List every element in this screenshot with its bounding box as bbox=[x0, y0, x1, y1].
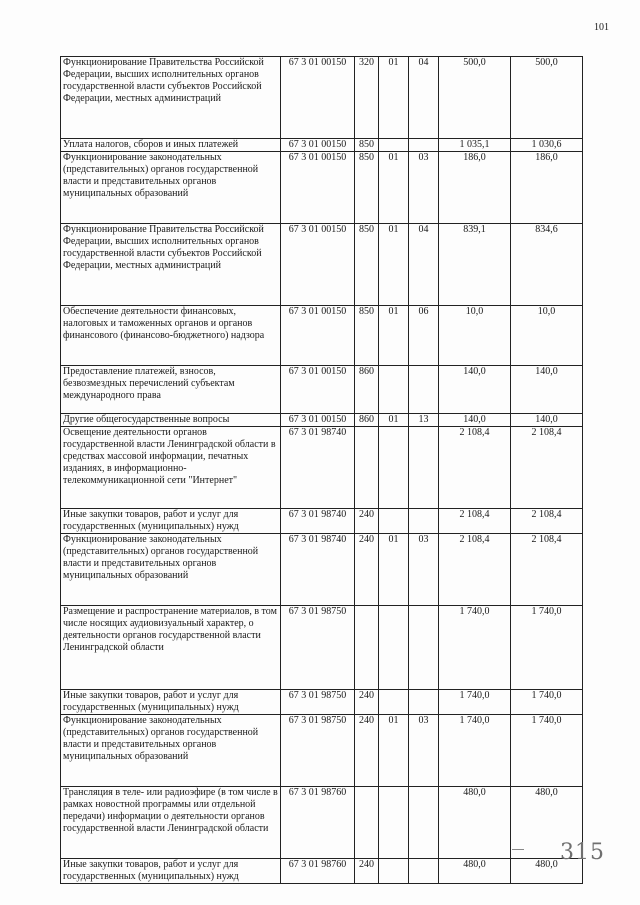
cell-y2: 480,0 bbox=[511, 859, 583, 884]
cell-csr: 67 3 01 00150 bbox=[281, 306, 355, 366]
table-row bbox=[61, 414, 583, 427]
cell-y2: 1 740,0 bbox=[511, 690, 583, 715]
cell-y1: 2 108,4 bbox=[439, 534, 511, 606]
cell-csr: 67 3 01 98740 bbox=[281, 427, 355, 509]
cell-y2: 2 108,4 bbox=[511, 427, 583, 509]
cell-name: Функционирование Правительства Российской Федерации, высших исполнительных органов государственной власти субъектов Российской Федерации, местных администраций bbox=[61, 224, 281, 306]
cell-csr: 67 3 01 00150 bbox=[281, 57, 355, 139]
table-row bbox=[61, 715, 583, 787]
cell-pr bbox=[409, 859, 439, 884]
cell-name: Освещение деятельности органов государственной власти Ленинградской области в средствах массовой информации, печатных изданиях, в информационно-телекоммуникационной сети "Интернет" bbox=[61, 427, 281, 509]
cell-vr: 240 bbox=[355, 690, 379, 715]
dash-mark bbox=[512, 849, 524, 850]
cell-name: Функционирование законодательных (представительных) органов государственной власти и представительных органов муниципальных образований bbox=[61, 534, 281, 606]
cell-y1: 2 108,4 bbox=[439, 509, 511, 534]
cell-pr bbox=[409, 606, 439, 690]
cell-vr: 850 bbox=[355, 152, 379, 224]
table-row bbox=[61, 224, 583, 306]
cell-y1: 1 740,0 bbox=[439, 606, 511, 690]
cell-pr bbox=[409, 509, 439, 534]
cell-y1: 839,1 bbox=[439, 224, 511, 306]
archive-stamp-number: 315 bbox=[560, 840, 605, 865]
cell-name: Трансляция в теле- или радиоэфире (в том числе в рамках новостной программы или отдельной передачи) информации о деятельности органов государственной власти Ленинградской области bbox=[61, 787, 281, 859]
cell-vr: 850 bbox=[355, 224, 379, 306]
cell-pr: 04 bbox=[409, 224, 439, 306]
cell-y1: 140,0 bbox=[439, 414, 511, 427]
cell-y2: 1 740,0 bbox=[511, 715, 583, 787]
cell-y1: 1 035,1 bbox=[439, 139, 511, 152]
cell-vr: 320 bbox=[355, 57, 379, 139]
cell-pr bbox=[409, 787, 439, 859]
cell-name: Функционирование законодательных (представительных) органов государственной власти и представительных органов муниципальных образований bbox=[61, 152, 281, 224]
cell-vr bbox=[355, 427, 379, 509]
cell-name: Обеспечение деятельности финансовых, налоговых и таможенных органов и органов финансового (финансово-бюджетного) надзора bbox=[61, 306, 281, 366]
cell-pr bbox=[409, 690, 439, 715]
table-row bbox=[61, 509, 583, 534]
cell-rz bbox=[379, 787, 409, 859]
budget-table bbox=[60, 56, 583, 884]
cell-csr: 67 3 01 98750 bbox=[281, 690, 355, 715]
cell-y1: 480,0 bbox=[439, 787, 511, 859]
table-row bbox=[61, 534, 583, 606]
cell-vr: 240 bbox=[355, 534, 379, 606]
cell-name: Функционирование законодательных (представительных) органов государственной власти и представительных органов муниципальных образований bbox=[61, 715, 281, 787]
cell-name: Иные закупки товаров, работ и услуг для государственных (муниципальных) нужд bbox=[61, 509, 281, 534]
cell-name: Предоставление платежей, взносов, безвозмездных перечислений субъектам международного права bbox=[61, 366, 281, 414]
cell-name: Функционирование Правительства Российской Федерации, высших исполнительных органов государственной власти субъектов Российской Федерации, местных администраций bbox=[61, 57, 281, 139]
cell-y2: 140,0 bbox=[511, 414, 583, 427]
cell-y1: 10,0 bbox=[439, 306, 511, 366]
cell-rz: 01 bbox=[379, 152, 409, 224]
cell-rz: 01 bbox=[379, 715, 409, 787]
table-row bbox=[61, 139, 583, 152]
cell-csr: 67 3 01 00150 bbox=[281, 152, 355, 224]
cell-pr: 13 bbox=[409, 414, 439, 427]
cell-y1: 1 740,0 bbox=[439, 690, 511, 715]
cell-y1: 1 740,0 bbox=[439, 715, 511, 787]
cell-rz bbox=[379, 427, 409, 509]
cell-csr: 67 3 01 00150 bbox=[281, 224, 355, 306]
cell-vr bbox=[355, 606, 379, 690]
table-row bbox=[61, 366, 583, 414]
cell-name: Иные закупки товаров, работ и услуг для государственных (муниципальных) нужд bbox=[61, 690, 281, 715]
cell-pr bbox=[409, 139, 439, 152]
cell-rz bbox=[379, 606, 409, 690]
cell-y1: 140,0 bbox=[439, 366, 511, 414]
cell-vr: 860 bbox=[355, 414, 379, 427]
table-row bbox=[61, 152, 583, 224]
cell-y2: 186,0 bbox=[511, 152, 583, 224]
cell-y2: 1 030,6 bbox=[511, 139, 583, 152]
cell-name: Размещение и распространение материалов, в том числе носящих аудиовизуальный характер, о деятельности органов государственной власти Ленинградской области bbox=[61, 606, 281, 690]
cell-y2: 10,0 bbox=[511, 306, 583, 366]
cell-rz bbox=[379, 690, 409, 715]
cell-y2: 834,6 bbox=[511, 224, 583, 306]
cell-csr: 67 3 01 98740 bbox=[281, 509, 355, 534]
cell-csr: 67 3 01 98760 bbox=[281, 859, 355, 884]
cell-vr: 240 bbox=[355, 509, 379, 534]
cell-y2: 480,0 bbox=[511, 787, 583, 859]
table-row bbox=[61, 690, 583, 715]
cell-rz: 01 bbox=[379, 306, 409, 366]
cell-y2: 2 108,4 bbox=[511, 509, 583, 534]
cell-name: Другие общегосударственные вопросы bbox=[61, 414, 281, 427]
table-row bbox=[61, 427, 583, 509]
cell-pr bbox=[409, 366, 439, 414]
cell-y1: 500,0 bbox=[439, 57, 511, 139]
table-row bbox=[61, 787, 583, 859]
cell-csr: 67 3 01 98760 bbox=[281, 787, 355, 859]
cell-rz bbox=[379, 139, 409, 152]
cell-name: Уплата налогов, сборов и иных платежей bbox=[61, 139, 281, 152]
cell-pr: 03 bbox=[409, 715, 439, 787]
cell-vr: 850 bbox=[355, 306, 379, 366]
page-number: 101 bbox=[594, 22, 609, 33]
cell-pr: 03 bbox=[409, 152, 439, 224]
cell-pr: 04 bbox=[409, 57, 439, 139]
table-row bbox=[61, 859, 583, 884]
cell-y1: 2 108,4 bbox=[439, 427, 511, 509]
cell-pr: 03 bbox=[409, 534, 439, 606]
cell-rz: 01 bbox=[379, 534, 409, 606]
cell-rz bbox=[379, 859, 409, 884]
cell-rz: 01 bbox=[379, 224, 409, 306]
cell-y1: 186,0 bbox=[439, 152, 511, 224]
cell-vr: 240 bbox=[355, 715, 379, 787]
cell-vr bbox=[355, 787, 379, 859]
table-row bbox=[61, 57, 583, 139]
cell-pr bbox=[409, 427, 439, 509]
cell-rz bbox=[379, 366, 409, 414]
cell-vr: 240 bbox=[355, 859, 379, 884]
cell-y2: 1 740,0 bbox=[511, 606, 583, 690]
cell-vr: 860 bbox=[355, 366, 379, 414]
cell-rz: 01 bbox=[379, 414, 409, 427]
cell-pr: 06 bbox=[409, 306, 439, 366]
cell-y2: 2 108,4 bbox=[511, 534, 583, 606]
cell-y2: 140,0 bbox=[511, 366, 583, 414]
cell-csr: 67 3 01 98750 bbox=[281, 715, 355, 787]
cell-rz: 01 bbox=[379, 57, 409, 139]
cell-csr: 67 3 01 98750 bbox=[281, 606, 355, 690]
cell-csr: 67 3 01 00150 bbox=[281, 139, 355, 152]
cell-y2: 500,0 bbox=[511, 57, 583, 139]
cell-csr: 67 3 01 98740 bbox=[281, 534, 355, 606]
cell-csr: 67 3 01 00150 bbox=[281, 366, 355, 414]
table-row bbox=[61, 306, 583, 366]
cell-csr: 67 3 01 00150 bbox=[281, 414, 355, 427]
table-row bbox=[61, 606, 583, 690]
cell-name: Иные закупки товаров, работ и услуг для государственных (муниципальных) нужд bbox=[61, 859, 281, 884]
cell-rz bbox=[379, 509, 409, 534]
cell-y1: 480,0 bbox=[439, 859, 511, 884]
cell-vr: 850 bbox=[355, 139, 379, 152]
